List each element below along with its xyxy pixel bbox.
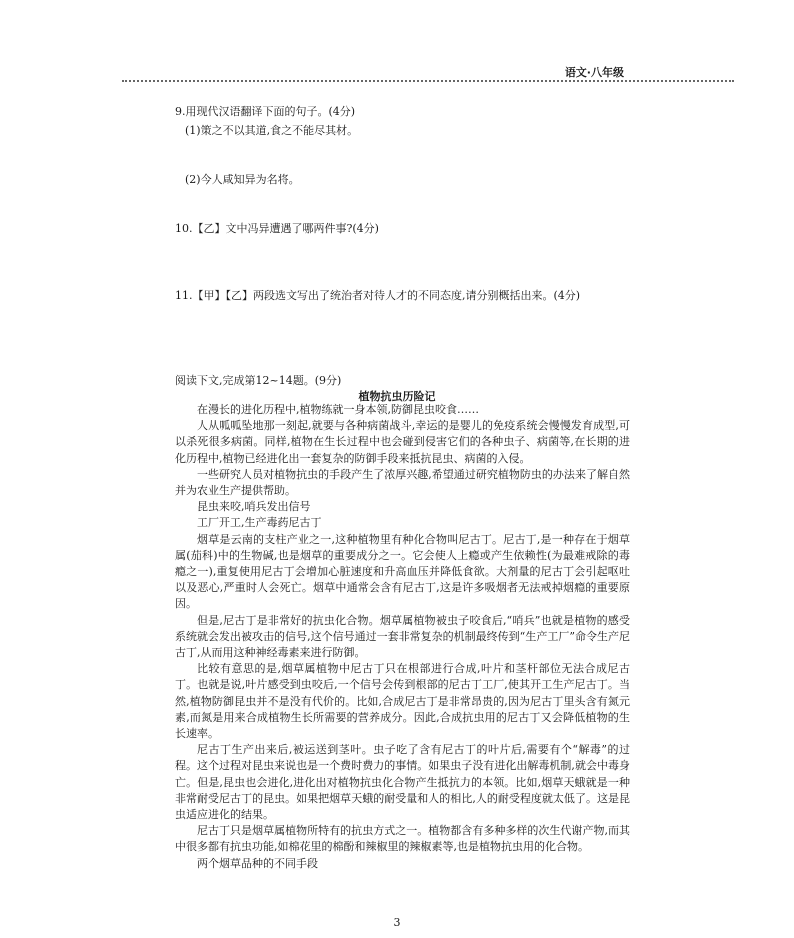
passage-body [175, 402, 630, 872]
question-11: 11.【甲】【乙】两段选文写出了统治者对待人才的不同态度,请分别概括出来。(4分) [175, 289, 581, 302]
passage-paragraph: 在漫长的进化历程中,植物练就一身本领,防御昆虫咬食…… [197, 403, 479, 416]
passage-paragraph: 烟草是云南的支柱产业之一,这种植物里有种化合物叫尼古丁。尼古丁,是一种存在于烟草属(茄科)中的生物碱,也是烟草的重要成分之一。它会使人上瘾或产生依赖性(为最难戒除的毒瘾之一),重复使用尼古丁会增加心脏速度和升高血压并降低食欲。大剂量的尼古丁会引起呕吐以及恶心,严重时人会死亡。烟草中通常会含有尼古丁,这是许多吸烟者无法戒掉烟瘾的重要原因。 [175, 532, 630, 611]
passage-subheading: 工厂开工,生产毒药尼古丁 [197, 516, 322, 530]
passage-paragraph: 比较有意思的是,烟草属植物中尼古丁只在根部进行合成,叶片和茎杆部位无法合成尼古丁。也就是说,叶片感受到虫咬后,一个信号会传到根部的尼古丁工厂,使其开工生产尼古丁。当然,植物防御昆虫并不是没有代价的。比如,合成尼古丁是非常昂贵的,因为尼古丁里头含有氮元素,而氮是用来合成植物生长所需要的营养成分。因此,合成抗虫用的尼古丁又会降低植物的生长速率。 [175, 662, 630, 741]
question-9: 9.用现代汉语翻译下面的句子。(4分) [175, 105, 356, 118]
passage-subheading: 两个烟草品种的不同手段 [197, 856, 318, 870]
passage-paragraph: 但是,尼古丁是非常好的抗虫化合物。烟草属植物被虫子咬食后,“哨兵”也就是植物的感受系统就会发出被攻击的信号,这个信号通过一套非常复杂的机制最终传到“生产工厂”命令生产尼古丁,从而用这种神经毒素来进行防御。 [175, 613, 630, 660]
question-9-item-1: (1)策之不以其道,食之不能尽其材。 [185, 124, 359, 137]
passage-paragraph: 人从呱呱坠地那一刻起,就要与各种病菌战斗,幸运的是婴儿的免疫系统会慢慢发育成型,可以杀死很多病菌。同样,植物在生长过程中也会碰到侵害它们的各种虫子、病菌等,在长期的进化历程中,植物已经进化出一套复杂的防御手段来抵抗昆虫、病菌的入侵。 [175, 419, 630, 465]
passage-title: 植物抗虫历险记 [358, 390, 436, 403]
page-number: 3 [393, 916, 401, 929]
header-subject-grade: 语文·八年级 [564, 66, 624, 79]
question-9-item-2: (2)今人咸知异为名将。 [185, 173, 300, 186]
question-10: 10.【乙】文中冯异遭遇了哪两件事?(4分) [175, 222, 379, 235]
passage-paragraph: 尼古丁只是烟草属植物所特有的抗虫方式之一。植物都含有多种多样的次生代谢产物,而其中很多都有抗虫功能,如棉花里的棉酚和辣椒里的辣椒素等,也是植物抗虫用的化合物。 [175, 824, 630, 854]
reading-intro: 阅读下文,完成第12~14题。(9分) [175, 374, 342, 387]
header-divider [122, 80, 734, 82]
passage-paragraph: 一些研究人员对植物抗虫的手段产生了浓厚兴趣,希望通过研究植物防虫的办法来了解自然并为农业生产提供帮助。 [175, 467, 630, 498]
passage-subheading: 昆虫来咬,哨兵发出信号 [197, 500, 311, 514]
passage-paragraph: 尼古丁生产出来后,被运送到茎叶。虫子吃了含有尼古丁的叶片后,需要有个“解毒”的过程。这个过程对昆虫来说也是一个费时费力的事情。如果虫子没有进化出解毒机制,就会中毒身亡。但是,昆虫也会进化,进化出对植物抗虫化合物产生抵抗力的本领。比如,烟草天蛾就是一种非常耐受尼古丁的昆虫。如果把烟草天蛾的耐受量和人的相比,人的耐受程度就太低了。这是昆虫适应进化的结果。 [175, 743, 630, 822]
